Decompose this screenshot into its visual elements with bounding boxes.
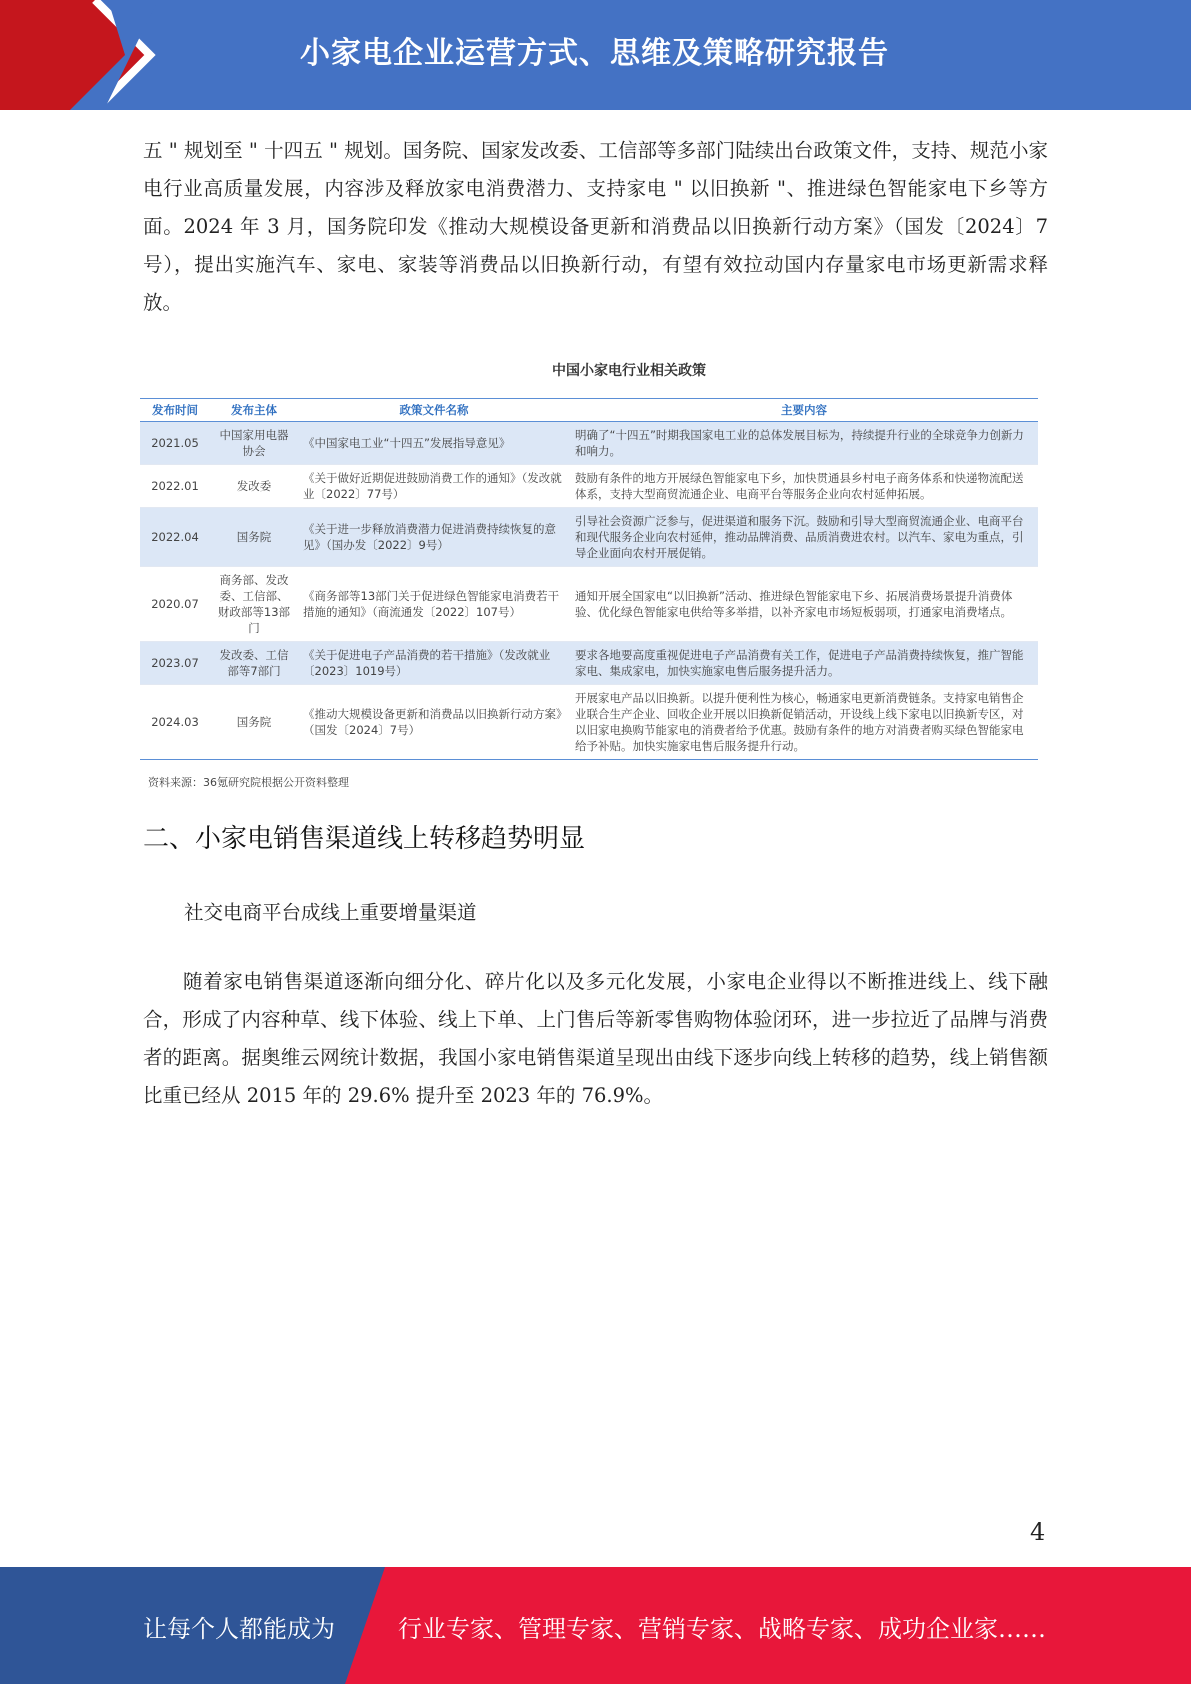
cell-content: 明确了“十四五”时期我国家电工业的总体发展目标为，持续提升行业的全球竞争力创新力和响力。: [570, 422, 1038, 465]
cell-content: 通知开展全国家电“以旧换新”活动、推进绿色智能家电下乡、拓展消费场景提升消费体验、优化绿色智能家电供给等多举措，以补齐家电市场短板弱项，打通家电消费堵点。: [570, 567, 1038, 642]
cell-content: 引导社会资源广泛参与，促进渠道和服务下沉。鼓励和引导大型商贸流通企业、电商平台和现代服务企业向农村延伸，推动品牌消费、品质消费进农村。以汽车、家电为重点，引导企业面向农村开展促销。: [570, 508, 1038, 567]
section-heading: 二、小家电销售渠道线上转移趋势明显: [143, 824, 586, 854]
sub-heading: 社交电商平台成线上重要增量渠道: [184, 901, 477, 924]
policy-table-figure: [140, 360, 1038, 790]
cell-date: 2022.01: [140, 465, 210, 508]
cell-date: 2023.07: [140, 642, 210, 685]
header-content: 主要内容: [570, 399, 1038, 422]
table-row: [140, 567, 1038, 642]
cell-issuer: 发改委、工信部等7部门: [210, 642, 298, 685]
cell-document: 《商务部等13部门关于促进绿色智能家电消费若干措施的通知》（商流通发〔2022〕107号）: [298, 567, 570, 642]
table-title: 中国小家电行业相关政策: [552, 363, 706, 379]
policy-table: [140, 398, 1038, 760]
table-row: [140, 422, 1038, 465]
report-title: 小家电企业运营方式、思维及策略研究报告: [300, 36, 889, 71]
policy-intro-paragraph: 五 " 规划至 " 十四五 " 规划。国务院、国家发改委、工信部等多部门陆续出台政策文件，支持、规范小家电行业高质量发展，内容涉及释放家电消费潜力、支持家电 " 以旧换新 "、推进绿色智能家电下乡等方面。2024 年 3 月，国务院印发《推动大规模设备更新和消费品以旧换新行动方案》（国发〔2024〕7 号），提出实施汽车、家电、家装等消费品以旧换新行动，有望有效拉动国内存量家电市场更新需求释放。: [143, 139, 1048, 314]
cell-document: 《关于做好近期促进鼓励消费工作的通知》（发改就业〔2022〕77号）: [298, 465, 570, 508]
table-row: [140, 642, 1038, 685]
table-row: [140, 508, 1038, 567]
table-source-note: 资料来源：36氪研究院根据公开资料整理: [148, 776, 349, 789]
cell-content: 鼓励有条件的地方开展绿色智能家电下乡，加快贯通县乡村电子商务体系和快递物流配送体系，支持大型商贸流通企业、电商平台等服务企业向农村延伸拓展。: [570, 465, 1038, 508]
page-number: 4: [1030, 1518, 1046, 1546]
page-footer: [0, 1567, 1191, 1684]
footer-slogan-right: 行业专家、管理专家、营销专家、战略专家、成功企业家……: [398, 1615, 1046, 1643]
cell-document: 《推动大规模设备更新和消费品以旧换新行动方案》（国发〔2024〕7号）: [298, 685, 570, 760]
channel-trend-paragraph: 随着家电销售渠道逐渐向细分化、碎片化以及多元化发展，小家电企业得以不断推进线上、线下融合，形成了内容种草、线下体验、线上下单、上门售后等新零售购物体验闭环，进一步拉近了品牌与消费者的距离。据奥维云网统计数据，我国小家电销售渠道呈现出由线下逐步向线上转移的趋势，线上销售额比重已经从 2015 年的 29.6% 提升至 2023 年的 76.9%。: [143, 970, 1048, 1107]
cell-content: 要求各地要高度重视促进电子产品消费有关工作，促进电子产品消费持续恢复，推广智能家电、集成家电，加快实施家电售后服务提升活力。: [570, 642, 1038, 685]
header-date: 发布时间: [140, 399, 210, 422]
cell-issuer: 商务部、发改委、工信部、财政部等13部门: [210, 567, 298, 642]
cell-document: 《关于促进电子产品消费的若干措施》（发改就业〔2023〕1019号）: [298, 642, 570, 685]
cell-date: 2020.07: [140, 567, 210, 642]
table-row: [140, 465, 1038, 508]
cell-date: 2022.04: [140, 508, 210, 567]
header-issuer: 发布主体: [210, 399, 298, 422]
cell-issuer: 发改委: [210, 465, 298, 508]
footer-slogan-left: 让每个人都能成为: [143, 1615, 335, 1643]
table-header-row: [140, 399, 1038, 422]
cell-content: 开展家电产品以旧换新。以提升便利性为核心，畅通家电更新消费链条。支持家电销售企业联合生产企业、回收企业开展以旧换新促销活动，开设线上线下家电以旧换新专区，对以旧家电换购节能家电的消费者给予优惠。鼓励有条件的地方对消费者购买绿色智能家电给予补贴。加快实施家电售后服务提升行动。: [570, 685, 1038, 760]
cell-date: 2021.05: [140, 422, 210, 465]
cell-document: 《中国家电工业“十四五”发展指导意见》: [298, 422, 570, 465]
cell-issuer: 国务院: [210, 508, 298, 567]
cell-document: 《关于进一步释放消费潜力促进消费持续恢复的意见》（国办发〔2022〕9号）: [298, 508, 570, 567]
cell-issuer: 中国家用电器协会: [210, 422, 298, 465]
cell-issuer: 国务院: [210, 685, 298, 760]
table-row: [140, 685, 1038, 760]
header-document: 政策文件名称: [298, 399, 570, 422]
page-header: [0, 0, 1191, 110]
cell-date: 2024.03: [140, 685, 210, 760]
